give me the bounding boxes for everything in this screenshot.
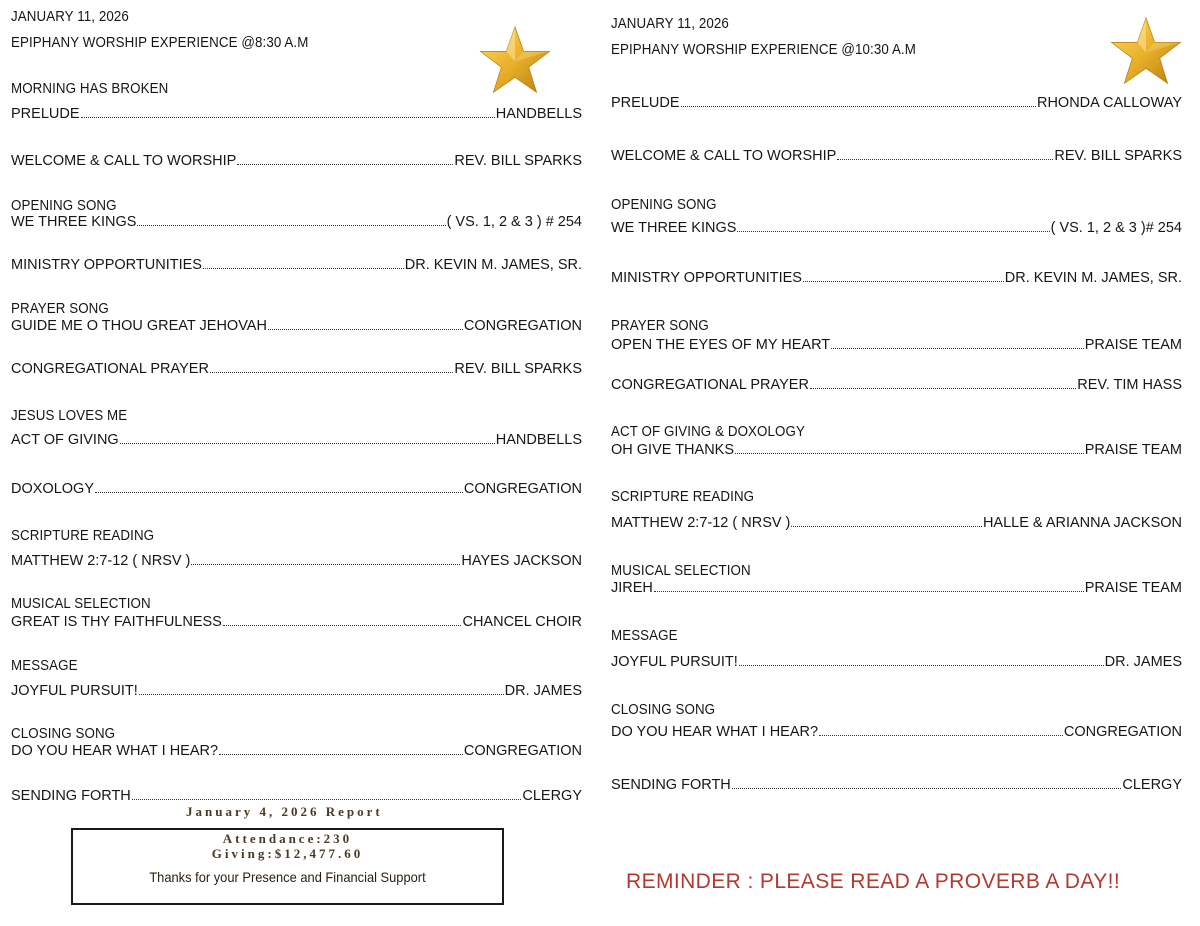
message-heading: MESSAGE — [611, 628, 678, 644]
item-leader: CONGREGATION — [463, 743, 582, 759]
leader-dots — [139, 682, 504, 695]
musical-selection-row — [611, 579, 1182, 597]
item-label: CONGREGATIONAL PRAYER — [11, 361, 209, 377]
item-leader: DR. KEVIN M. JAMES, SR. — [404, 257, 582, 273]
closing-song-heading: CLOSING SONG — [11, 726, 116, 742]
leader-dots — [219, 742, 463, 755]
item-label: CONGREGATIONAL PRAYER — [611, 377, 809, 393]
item-leader: HAYES JACKSON — [461, 553, 582, 569]
item-label: DO YOU HEAR WHAT I HEAR? — [611, 724, 819, 740]
item-leader: CLERGY — [1122, 777, 1182, 793]
item-leader: DR. JAMES — [1104, 654, 1182, 670]
item-leader: REV. BILL SPARKS — [454, 361, 582, 377]
item-leader: REV. TIM HASS — [1077, 377, 1182, 393]
leader-dots — [210, 360, 453, 373]
item-leader: CONGREGATION — [463, 318, 582, 334]
leader-dots — [120, 431, 495, 444]
leader-dots — [95, 480, 463, 493]
leader-dots — [739, 653, 1104, 666]
giving-value: Giving:$12,477.60 — [211, 846, 364, 861]
leader-dots — [81, 105, 495, 118]
scripture-heading: SCRIPTURE READING — [11, 528, 155, 544]
item-leader: DR. KEVIN M. JAMES, SR. — [1004, 270, 1182, 286]
item-label: WE THREE KINGS — [11, 214, 137, 230]
item-leader: ( VS. 1, 2 & 3 )# 254 — [1050, 220, 1182, 236]
musical-selection-row — [11, 613, 582, 631]
gold-star-icon — [1110, 16, 1182, 86]
giving-doxology-heading: ACT OF GIVING & DOXOLOGY — [611, 424, 805, 440]
item-label: WELCOME & CALL TO WORSHIP — [611, 148, 837, 164]
item-label: DO YOU HEAR WHAT I HEAR? — [11, 743, 219, 759]
item-label: JOYFUL PURSUIT! — [611, 654, 738, 670]
item-label: PRELUDE — [11, 106, 80, 122]
service-title: EPIPHANY WORSHIP EXPERIENCE @8:30 A.M — [11, 35, 309, 51]
item-leader: REV. BILL SPARKS — [454, 153, 582, 169]
musical-selection-heading: MUSICAL SELECTION — [11, 596, 151, 612]
leader-dots — [819, 723, 1063, 736]
early-service-program — [11, 0, 582, 926]
prayer-song-row — [11, 317, 582, 335]
item-leader: DR. JAMES — [504, 683, 582, 699]
prayer-song-heading: PRAYER SONG — [611, 318, 709, 334]
report-box — [71, 828, 504, 905]
scripture-row — [611, 514, 1182, 532]
item-label: GUIDE ME O THOU GREAT JEHOVAH — [11, 318, 267, 334]
item-label: ACT OF GIVING — [11, 432, 119, 448]
leader-dots — [191, 552, 460, 565]
item-leader: PRAISE TEAM — [1084, 580, 1182, 596]
prelude-row — [611, 94, 1182, 112]
item-leader: REV. BILL SPARKS — [1054, 148, 1182, 164]
closing-song-heading: CLOSING SONG — [611, 702, 716, 718]
item-leader: HANDBELLS — [495, 106, 582, 122]
leader-dots — [837, 147, 1053, 160]
item-label: MINISTRY OPPORTUNITIES — [11, 257, 202, 273]
item-label: DOXOLOGY — [11, 481, 94, 497]
sending-forth-row — [11, 787, 582, 805]
leader-dots — [737, 219, 1049, 232]
leader-dots — [137, 213, 445, 226]
musical-selection-heading: MUSICAL SELECTION — [611, 563, 751, 579]
opening-song-row — [11, 213, 582, 231]
leader-dots — [732, 776, 1122, 789]
leader-dots — [654, 579, 1084, 592]
leader-dots — [132, 787, 522, 800]
jesus-loves-me-title: JESUS LOVES ME — [11, 408, 128, 424]
item-label: PRELUDE — [611, 95, 680, 111]
item-label: WE THREE KINGS — [611, 220, 737, 236]
closing-song-row — [611, 723, 1182, 741]
leader-dots — [803, 269, 1004, 282]
gold-star-icon — [479, 25, 551, 95]
item-label: GREAT IS THY FAITHFULNESS — [11, 614, 222, 630]
item-leader: PRAISE TEAM — [1084, 337, 1182, 353]
ministry-row — [11, 256, 582, 274]
service-date: JANUARY 11, 2026 — [611, 16, 729, 32]
item-leader: HALLE & ARIANNA JACKSON — [982, 515, 1182, 531]
leader-dots — [735, 441, 1084, 454]
item-label: JOYFUL PURSUIT! — [11, 683, 138, 699]
congregational-prayer-row — [611, 376, 1182, 394]
act-of-giving-row — [611, 441, 1182, 459]
prelude-row — [11, 105, 582, 123]
prayer-song-row — [611, 336, 1182, 354]
message-heading: MESSAGE — [11, 658, 78, 674]
item-label: SENDING FORTH — [11, 788, 131, 804]
item-leader: CONGREGATION — [463, 481, 582, 497]
item-leader: CLERGY — [522, 788, 582, 804]
act-of-giving-row — [11, 431, 582, 449]
item-label: JIREH — [611, 580, 653, 596]
opening-song-heading: OPENING SONG — [611, 197, 717, 213]
item-label: OH GIVE THANKS — [611, 442, 735, 458]
item-leader: CHANCEL CHOIR — [462, 614, 582, 630]
leader-dots — [791, 514, 982, 527]
service-title: EPIPHANY WORSHIP EXPERIENCE @10:30 A.M — [611, 42, 916, 58]
doxology-row — [11, 480, 582, 498]
message-row — [11, 682, 582, 700]
item-leader: ( VS. 1, 2 & 3 ) # 254 — [446, 214, 582, 230]
morning-song-title: MORNING HAS BROKEN — [11, 81, 169, 97]
item-label: MINISTRY OPPORTUNITIES — [611, 270, 802, 286]
scripture-row — [11, 552, 582, 570]
item-label: MATTHEW 2:7-12 ( NRSV ) — [11, 553, 191, 569]
leader-dots — [268, 317, 463, 330]
message-row — [611, 653, 1182, 671]
item-leader: RHONDA CALLOWAY — [1036, 95, 1182, 111]
welcome-row — [611, 147, 1182, 165]
leader-dots — [237, 152, 453, 165]
prayer-song-heading: PRAYER SONG — [11, 301, 109, 317]
late-service-program — [611, 0, 1182, 926]
sending-forth-row — [611, 776, 1182, 794]
leader-dots — [810, 376, 1076, 389]
ministry-row — [611, 269, 1182, 287]
thanks-note: Thanks for your Presence and Financial Support — [149, 869, 426, 885]
leader-dots — [681, 94, 1036, 107]
reminder-banner: REMINDER : PLEASE READ A PROVERB A DAY!! — [626, 870, 1121, 893]
congregational-prayer-row — [11, 360, 582, 378]
welcome-row — [11, 152, 582, 170]
leader-dots — [223, 613, 462, 626]
opening-song-row — [611, 219, 1182, 237]
scripture-heading: SCRIPTURE READING — [611, 489, 755, 505]
item-leader: PRAISE TEAM — [1084, 442, 1182, 458]
attendance-value: Attendance:230 — [222, 831, 353, 846]
leader-dots — [831, 336, 1084, 349]
report-title: January 4, 2026 Report — [186, 804, 383, 819]
service-date: JANUARY 11, 2026 — [11, 9, 129, 25]
item-leader: HANDBELLS — [495, 432, 582, 448]
closing-song-row — [11, 742, 582, 760]
item-label: OPEN THE EYES OF MY HEART — [611, 337, 831, 353]
item-label: SENDING FORTH — [611, 777, 731, 793]
leader-dots — [203, 256, 404, 269]
item-leader: CONGREGATION — [1063, 724, 1182, 740]
opening-song-heading: OPENING SONG — [11, 198, 117, 214]
item-label: WELCOME & CALL TO WORSHIP — [11, 153, 237, 169]
item-label: MATTHEW 2:7-12 ( NRSV ) — [611, 515, 791, 531]
